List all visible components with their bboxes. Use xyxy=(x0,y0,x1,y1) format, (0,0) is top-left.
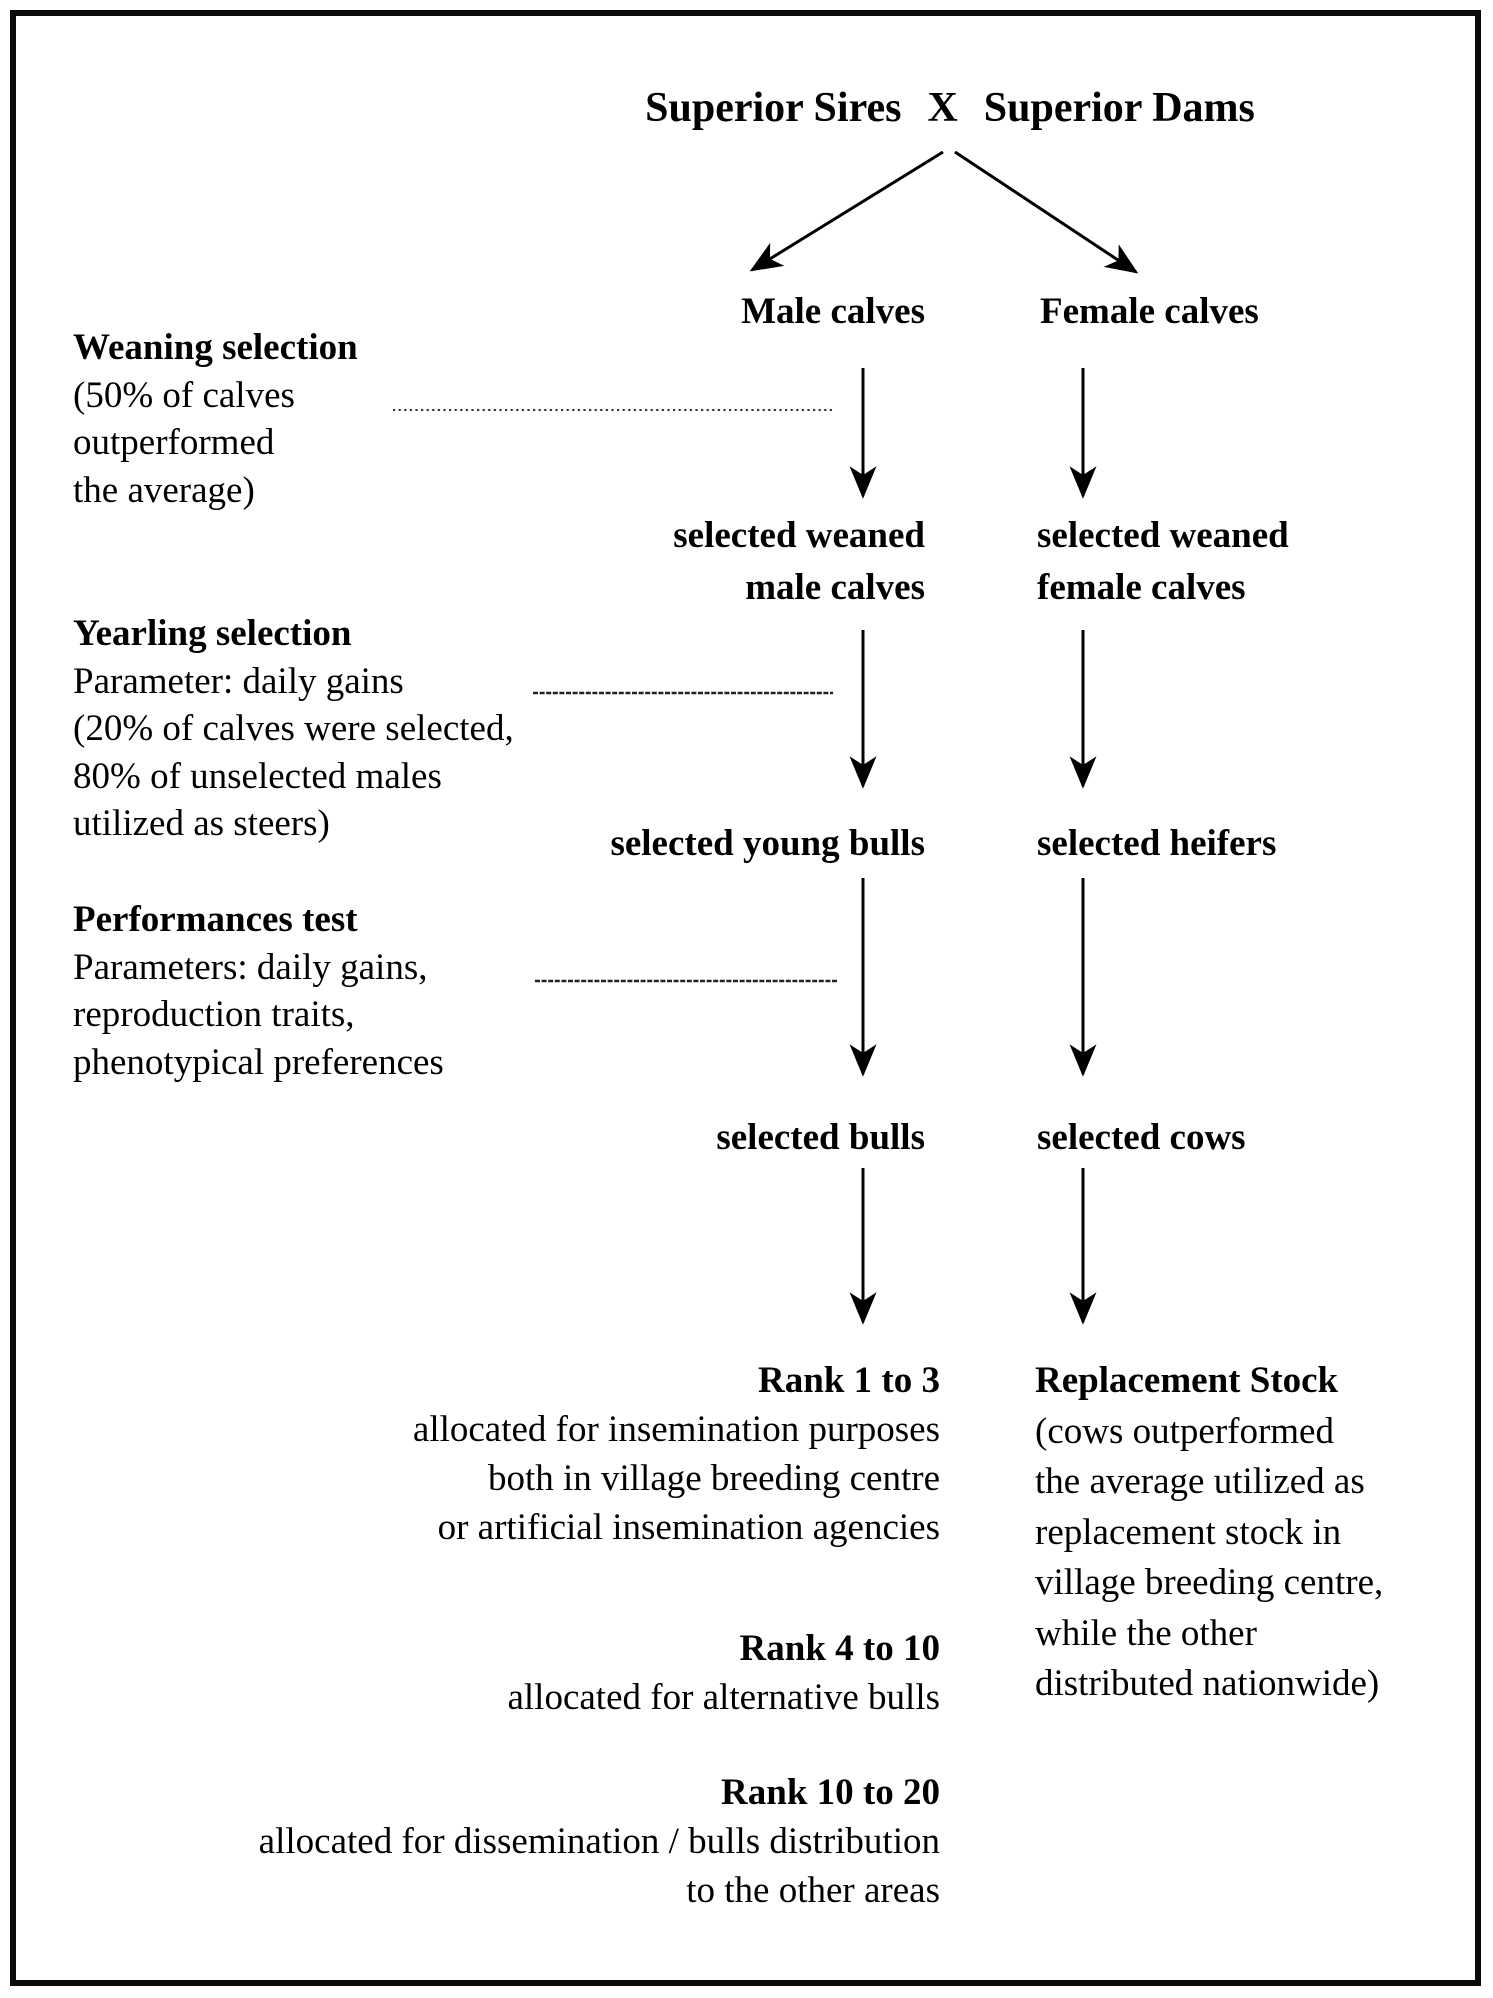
outcome-line: both in village breeding centre xyxy=(487,1458,940,1499)
annotation-title: Performances test xyxy=(73,899,358,940)
node-selected-weaned-female-calves xyxy=(1037,510,1467,614)
annotation-line: 80% of unselected males xyxy=(73,755,442,797)
annotation-line: Parameter: daily gains xyxy=(73,660,404,702)
outcome-line: allocated for alternative bulls xyxy=(507,1677,940,1718)
outcome-line: replacement stock in xyxy=(1035,1511,1342,1553)
annotation-yearling-selection xyxy=(73,610,593,848)
node-line: male calves xyxy=(745,567,925,608)
annotation-title: Yearling selection xyxy=(73,613,352,654)
node-line: selected weaned xyxy=(1037,515,1289,556)
annotation-line: reproduction traits, xyxy=(73,994,355,1035)
outcome-rank-10-to-20 xyxy=(120,1768,940,1915)
outcome-line: distributed nationwide) xyxy=(1035,1663,1380,1704)
node-line: selected weaned xyxy=(673,515,925,556)
outcome-heading: Rank 4 to 10 xyxy=(739,1628,940,1669)
node-selected-heifers xyxy=(1037,818,1467,870)
node-female-calves xyxy=(1040,286,1470,338)
node-line: female calves xyxy=(1037,567,1246,608)
outcome-rank-4-to-10 xyxy=(120,1624,940,1722)
annotation-line: phenotypical preferences xyxy=(73,1041,444,1083)
outcome-line: allocated for dissemination / bulls distribution xyxy=(258,1821,940,1862)
node-selected-cows-label: selected cows xyxy=(1037,1117,1246,1158)
annotation-title: Weaning selection xyxy=(73,327,358,368)
outcome-line: to the other areas xyxy=(686,1870,940,1911)
outcome-line: village breeding centre, xyxy=(1035,1562,1384,1603)
outcome-replacement-stock xyxy=(1035,1356,1465,1710)
annotation-line: outperformed xyxy=(73,422,275,463)
node-selected-heifers-label: selected heifers xyxy=(1037,823,1277,864)
node-selected-cows xyxy=(1037,1112,1467,1164)
outcome-line: allocated for insemination purposes xyxy=(412,1409,940,1450)
annotation-line: the average) xyxy=(73,469,255,511)
annotation-line: (50% of calves xyxy=(73,374,295,416)
node-selected-bulls xyxy=(420,1112,925,1164)
outcome-heading: Rank 1 to 3 xyxy=(758,1360,940,1401)
annotation-line: utilized as steers) xyxy=(73,803,330,844)
node-selected-weaned-male-calves xyxy=(420,510,925,614)
outcome-line: or artificial insemination agencies xyxy=(437,1507,940,1548)
node-selected-young-bulls-label: selected young bulls xyxy=(610,823,925,864)
title-sires: Superior Sires xyxy=(645,85,902,131)
diagram-title xyxy=(520,84,1380,132)
annotation-performances-test xyxy=(73,896,593,1086)
node-male-calves-label: Male calves xyxy=(741,291,925,332)
outcome-line: the average utilized as xyxy=(1035,1461,1365,1502)
outcome-line: (cows outperformed xyxy=(1035,1410,1334,1452)
outcome-heading: Rank 10 to 20 xyxy=(721,1772,940,1813)
title-dams: Superior Dams xyxy=(983,85,1255,131)
annotation-line: Parameters: daily gains, xyxy=(73,946,428,988)
node-male-calves xyxy=(420,286,925,338)
title-cross-x: X xyxy=(927,85,958,131)
outcome-heading: Replacement Stock xyxy=(1035,1360,1339,1401)
outcome-rank-1-to-3 xyxy=(120,1356,940,1552)
node-selected-bulls-label: selected bulls xyxy=(716,1117,925,1158)
outcome-line: while the other xyxy=(1035,1612,1257,1654)
node-female-calves-label: Female calves xyxy=(1040,291,1259,332)
annotation-weaning-selection xyxy=(73,324,493,514)
annotation-line: (20% of calves were selected, xyxy=(73,708,514,749)
